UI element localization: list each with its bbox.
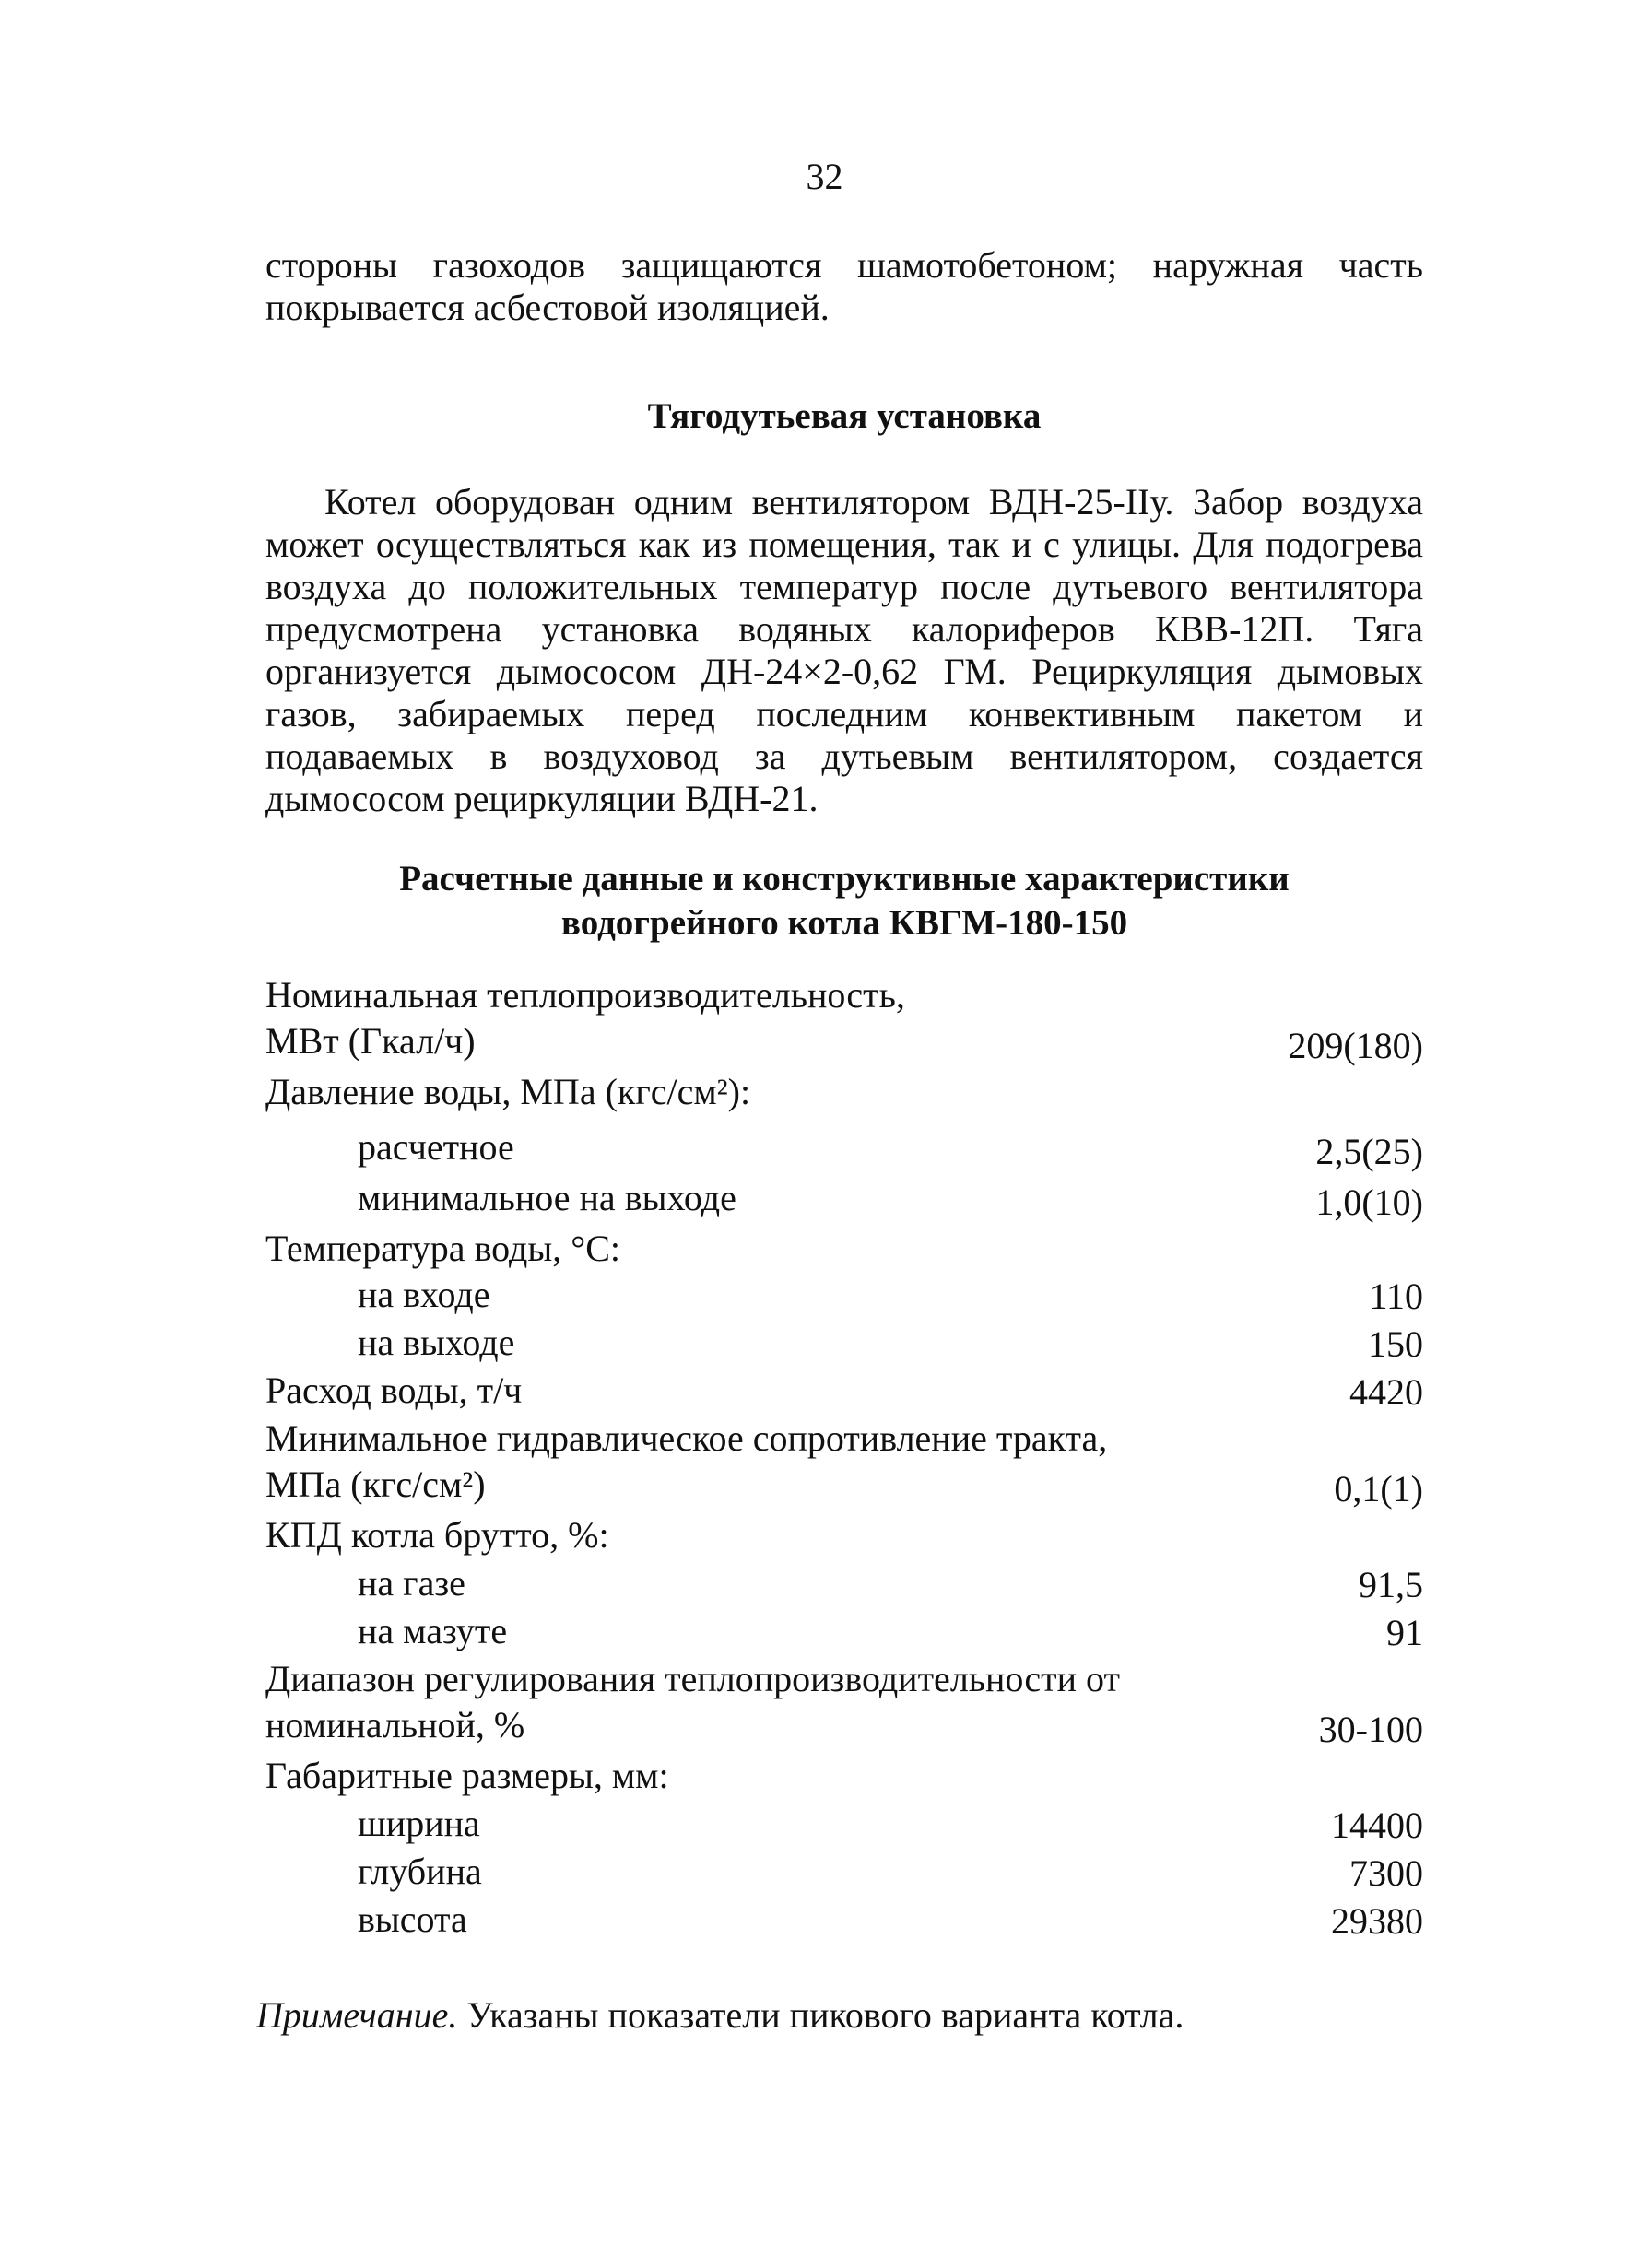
spec-value: 4420 (1349, 1371, 1423, 1413)
spec-row-temp-out (265, 1320, 1423, 1368)
spec-label: Номинальная теплопроизводительность, (265, 974, 905, 1016)
spec-value: 29380 (1331, 1900, 1423, 1942)
spec-value: 110 (1369, 1275, 1423, 1317)
spec-label: Габаритные размеры, мм: (265, 1755, 669, 1796)
spec-row-efficiency (265, 1512, 1423, 1560)
spec-label: Диапазон регулирования теплопроизводительности от (265, 1658, 1121, 1699)
spec-row-nominal (265, 972, 1423, 1069)
spec-value: 150 (1368, 1323, 1423, 1365)
spec-label: ширина (358, 1803, 480, 1844)
spec-row-temp-in (265, 1272, 1423, 1320)
section-paragraph (265, 481, 1423, 820)
spec-row-pressure-calc (265, 1124, 1423, 1175)
spec-row-eff-gas (265, 1560, 1423, 1608)
spec-label: высота (358, 1898, 467, 1940)
spec-row-temperature (265, 1226, 1423, 1272)
note (256, 1993, 1427, 2037)
spec-value: 91 (1386, 1612, 1423, 1653)
spec-row-range (265, 1656, 1423, 1753)
table-title-line2: водогрейного котла КВГМ-180-150 (560, 903, 1128, 943)
note-text: Указаны показатели пикового варианта котла. (466, 1994, 1184, 2036)
spec-row-width (265, 1801, 1423, 1849)
spec-table (265, 972, 1423, 1945)
spec-row-height (265, 1897, 1423, 1945)
spec-label: на газе (358, 1562, 465, 1604)
note-label: Примечание. (256, 1994, 458, 2036)
spec-label: на входе (358, 1274, 490, 1315)
spec-row-depth (265, 1849, 1423, 1897)
spec-label: глубина (358, 1851, 482, 1892)
table-title-line1: Расчетные данные и конструктивные характеристики (399, 859, 1290, 899)
spec-label: расчетное (358, 1126, 514, 1168)
spec-value: 30-100 (1318, 1709, 1423, 1750)
spec-label: минимальное на выходе (358, 1177, 736, 1218)
spec-value: 209(180) (1288, 1025, 1423, 1066)
spec-value: 14400 (1331, 1804, 1423, 1846)
spec-value: 0,1(1) (1334, 1468, 1423, 1510)
spec-value: 91,5 (1359, 1564, 1423, 1605)
spec-label: на мазуте (358, 1610, 508, 1651)
spec-row-pressure (265, 1069, 1423, 1124)
spec-label: Давление воды, МПа (кгс/см²): (265, 1071, 751, 1112)
intro-text: стороны газоходов защищаются шамотобетоном; наружная часть покрывается асбестовой изоляцией. (265, 244, 1423, 328)
spec-value: 2,5(25) (1315, 1131, 1423, 1172)
section-text: Котел оборудован одним вентилятором ВДН-25-IIу. Забор воздуха может осуществляться как из помещения, так и с улицы. Для подогрева воздуха до положительных температур после дутьевого вентилятора предусмотрена установка водяных калориферов КВВ-12П. Тяга организуется дымососом ДН-24×2-0,62 ГМ. Рециркуляция дымовых газов, забираемых перед последним конвективным пакетом и подаваемых в воздуховод за дутьевым вентилятором, создается дымососом рециркуляции ВДН-21. (265, 481, 1423, 819)
section-title: Тягодутьевая установка (647, 396, 1042, 436)
spec-label: МВт (Гкал/ч) (265, 1020, 476, 1062)
spec-label: Температура воды, °С: (265, 1228, 621, 1269)
intro-paragraph (265, 244, 1423, 329)
spec-row-resistance (265, 1416, 1423, 1512)
spec-value: 7300 (1349, 1852, 1423, 1894)
spec-value: 1,0(10) (1315, 1181, 1423, 1223)
spec-label: Минимальное гидравлическое сопротивление тракта, (265, 1417, 1108, 1459)
spec-row-pressure-min (265, 1175, 1423, 1226)
spec-row-flow (265, 1368, 1423, 1416)
spec-row-dimensions (265, 1753, 1423, 1801)
spec-row-eff-oil (265, 1608, 1423, 1656)
spec-label: КПД котла брутто, %: (265, 1514, 609, 1556)
page-number: 32 (806, 156, 843, 197)
spec-label: МПа (кгс/см²) (265, 1463, 486, 1505)
spec-label: на выходе (358, 1322, 515, 1363)
table-title (265, 857, 1423, 946)
spec-label: номинальной, % (265, 1704, 525, 1745)
spec-label: Расход воды, т/ч (265, 1369, 523, 1411)
